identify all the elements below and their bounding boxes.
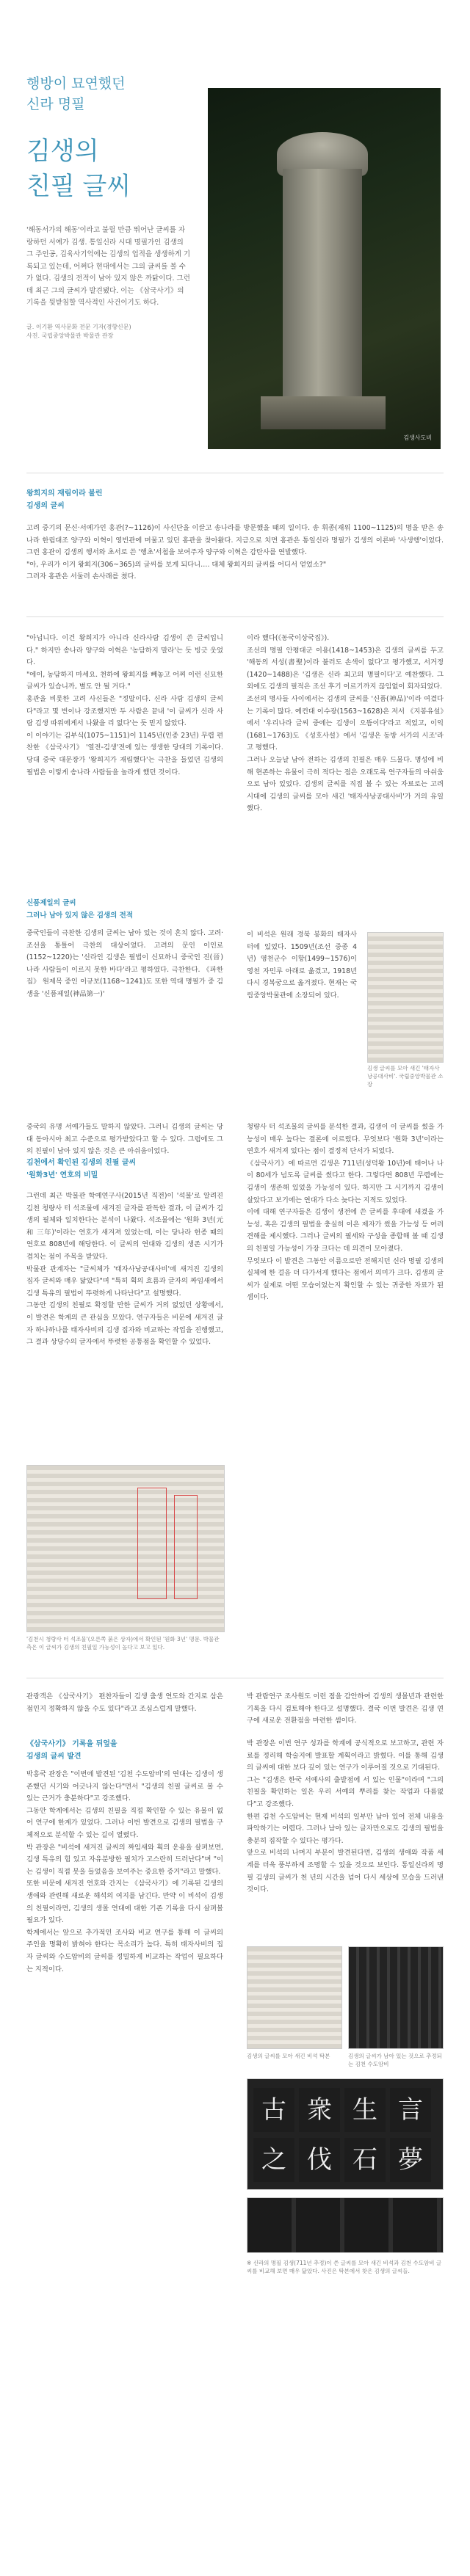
section3-intro-left: 관광객은 《삼국사기》 편찬자들이 김생 출생 연도와 간지로 삼은 점인지 정확하지 않을 수도 있다"라고 조심스럽게 말했다. xyxy=(26,1692,223,1713)
credit-line2: 사진. 국립중앙박물관 박물관 관장 xyxy=(26,332,114,339)
section2-figure-caption: '김천시 청량사 터 석조물'(오른쪽 붉은 상자)에서 확인된 '원화 3년' 명문. 박물관 측은 이 글씨가 김생의 친필일 가능성이 높다고 보고 있다. xyxy=(26,1636,220,1651)
glyph-2: 生 xyxy=(344,2088,386,2132)
stele-caption: 김생 글씨를 모아 새긴 '태자사낭공대사비'. 국립중앙박물관 소장 xyxy=(367,1065,444,1088)
glyph-3: 言 xyxy=(390,2088,431,2132)
section1-left-col-1: "아닙니다. 이건 왕희지가 아니라 신라사람 김생이 쓴 글씨입니다." 하지만 송나라 양구와 이혁은 '농담하지 말라'는 듯 빙긋 웃었다. "에이, 농담하지 마세요. 천하에 왕희지를 빼놓고 어찌 이런 신묘한 글씨가 있습니까, 별도 안 될 거다." 홍관을 비롯한 고려 사신들은 "정말이다. 신라 사람 김생의 글씨다"라고 몇 번이나 강조했지만 두 사람은 끝내 '이 글씨가 신라 사람 김생 따위에게서 나왔을 리 없다'는 듯 믿지 않았다. 이 이야기는 김부식(1075~1151)이 1145년(인종 23년) 무렵 편찬한 《삼국사기》 '열전-김생'전에 있는 생생한 당대의 기록이다. 당대 중국 대문장가 '왕희지가 재림했다'는 극찬을 들었던 김생의 필법은 이렇게 송나라 사람들을 놀라게 했던 것이다. xyxy=(26,634,223,776)
kicker-line1: 행방이 묘연했던 xyxy=(26,76,126,92)
comparison-image-top xyxy=(247,2078,444,2190)
section1-left-col-2: 중국인들이 극찬한 김생의 글씨는 남아 있는 것이 흔치 않다. 고려·조선을 통틀어 극찬의 대상이었다. 고려의 문인 이인로(1152~1220)는 '신라인 김생은 필법이 신묘하니 중국인 진(晉)나라 사람들이 이르지 못한 바다'라고 평하였다. 극찬한다. 《파한집》 원제목 중인 이규보(1168~1241)도 또한 역대 명필가 중 김생을 '신품제일(神品第一)' xyxy=(26,929,223,998)
rubbing-photo-1 xyxy=(247,1946,342,2049)
section1-intro: 고려 중기의 문신·서예가인 홍관(?~1126)이 사신단을 이끌고 송나라를 방문했을 때의 일이다. 송 휘종(재위 1100~1125)의 명을 받은 송나라 한림대조 양구와 이혁이 영빈관에 머물고 있던 홍관을 찾아왔다. 지금으로 치면 홍관은 통일신라 명필가 김생의 이른바 '사생행'이었다. 그런 홍관이 김생의 행서와 초서로 쓴 '행초'서첩을 보여주자 양구와 이혁은 감탄사를 연발했다. "아, 우리가 이거 왕희지(306~365)의 글씨를 보게 되다니…. 대체 왕희지의 글씨를 어디서 얻었소?" 그러자 홍관은 서둘러 손사래를 쳤다. xyxy=(26,524,444,581)
hero-photo-caption: 김생사도비 xyxy=(403,434,432,441)
kicker-line2: 신라 명필 xyxy=(26,96,85,112)
hero-title xyxy=(26,134,192,204)
section1-subheading-line1: 신품제일의 글씨 xyxy=(26,899,76,907)
section2-right-col: 청량사 터 석조물의 글씨를 분석한 결과, 김생이 이 글씨를 썼을 가능성이 매우 높다는 결론에 이르렀다. 무엇보다 '원화 3년'이라는 연호가 새겨져 있다는 점이 결정적 단서가 되었다. 《삼국사기》에 따르면 김생은 711년(성덕왕 10년)에 태어나 나이 80세가 넘도록 글씨를 썼다고 한다. 그렇다면 808년 무렵에는 김생이 생존해 있었을 가능성이 있다. 하지만 그 시기까지 김생이 살았다고 보기에는 연대가 다소 늦다는 지적도 있었다. 이에 대해 연구자들은 김생이 생전에 쓴 글씨를 후대에 새겼을 가능성, 혹은 김생의 필법을 충실히 이은 제자가 썼을 가능성 등 여러 견해를 제시했다. 그러나 글씨의 필세와 구성을 종합해 볼 때 김생의 친필일 가능성이 가장 크다는 데 의견이 모아졌다. 무엇보다 이 발견은 그동안 이름으로만 전해지던 신라 명필 김생의 실체에 한 걸음 더 다가서게 했다는 점에서 의미가 크다. 김생의 글씨가 실제로 어떤 모습이었는지 확인할 수 있는 귀중한 자료가 된 셈이다. xyxy=(247,1123,444,1302)
glyph-0: 古 xyxy=(253,2088,294,2132)
stele-body xyxy=(283,169,362,404)
comparison-image-bottom xyxy=(247,2197,444,2253)
section3-left-col: 박흥국 관장은 "이번에 발견된 '김천 수도암비'의 연대는 김생이 생존했던 시기와 어긋나지 않는다"면서 "김생의 친필 글씨로 볼 수 있는 근거가 충분하다"고 강조했다. 그동안 학계에서는 김생의 친필을 직접 확인할 수 있는 유물이 없어 연구에 한계가 있었다. 그러나 이번 발견으로 김생의 필법을 구체적으로 분석할 수 있는 길이 열렸다. 박 관장은 "비석에 새겨진 글씨의 짜임새와 획의 운용을 살펴보면, 김생 특유의 힘 있고 자유분방한 필치가 고스란히 드러난다"며 "이는 김생이 직접 붓을 들었음을 보여주는 중요한 증거"라고 말했다. 또한 비문에 새겨진 연호와 간지는 《삼국사기》에 기록된 김생의 생애와 관련해 새로운 해석의 여지를 남긴다. 만약 이 비석이 김생의 친필이라면, 김생의 생몰 연대에 대한 기존 기록을 다시 살펴볼 필요가 있다. 학계에서는 앞으로 추가적인 조사와 비교 연구를 통해 이 글씨의 주인을 명확히 밝혀야 한다는 목소리가 높다. 특히 태자사비의 집자 글씨와 수도암비의 글씨를 정밀하게 비교하는 작업이 필요하다는 지적이다. xyxy=(26,1770,223,1973)
section3-intro-right: 박 관람연구 조사원도 이런 점을 감안하여 김생의 생몰년과 관련한 기록을 다시 검토해야 한다고 설명했다. 결국 이번 발견은 김생 연구에 새로운 전환점을 마련한 셈이다. xyxy=(247,1692,444,1725)
section1-heading-line1: 왕희지의 재림이라 불린 xyxy=(26,490,103,498)
figure2-caption: 김생의 글씨가 남아 있는 것으로 추정되는 김천 수도암비 xyxy=(348,2053,442,2067)
glyph-row-bottom xyxy=(253,2138,431,2182)
section2-heading-line1: 김천에서 확인된 김생의 친필 글씨 xyxy=(26,1159,137,1167)
section3-heading-line1: 《삼국사기》 기록을 뒤엎을 xyxy=(26,1740,118,1748)
section2-heading xyxy=(26,1157,136,1182)
rubbing-photo-2 xyxy=(348,1946,444,2049)
section1-transition: 중국의 유명 서예가들도 말하지 않았다. 그러니 김생의 글씨는 당대 동아시아 최고 수준으로 평가받았다고 할 수 있다. 그럼에도 그의 친필이 남아 있지 않은 것은 큰 아쉬움이었다. xyxy=(26,1123,223,1156)
section2-heading-line2: '원화3년' 연호의 비밀 xyxy=(26,1171,98,1179)
divider xyxy=(26,616,444,617)
glyph-4: 之 xyxy=(253,2138,294,2182)
section1-subheading-line2: 그러나 남아 있지 않은 김생의 전적 xyxy=(26,912,134,920)
hero-title-line1: 김생의 xyxy=(26,137,99,166)
bottom-caption: ※ 신라의 명필 김생(711년 추정)이 쓴 글씨를 모아 새긴 비석과 김천 수도암비 글씨를 비교해 보면 매우 닮았다. 사진은 탁본에서 찾은 김생의 글씨들. xyxy=(247,2260,442,2274)
glyph-6: 石 xyxy=(344,2138,386,2182)
hero-lead: '해동서가의 해동'이라고 불릴 만큼 뛰어난 글씨를 자랑하던 서예가 김생. 통일신라 시대 명필가인 김생의 그 주인공, 김육사기억에는 김생의 업적을 생생하게 기록되고 있는데, 어쩌다 현대에서는 그의 글씨를 볼 수가 없다. 김생의 전적이 남아 있지 않은 까닭이다. 그런데 최근 그의 글씨가 발견됐다. 이는 《삼국사기》의 기록을 뒷받침할 역사적인 사건이기도 하다. xyxy=(26,226,191,307)
section1-heading xyxy=(26,487,103,512)
glyph-row-top xyxy=(253,2088,431,2132)
section3-heading-line2: 김생의 글씨 발견 xyxy=(26,1753,82,1761)
section2-left-col: 그런데 최근 박물관 학예연구사(2015년 직전)이 '석불'로 알려진 김천 청량사 터 석조물에 새겨진 글자를 판독한 결과, 이 글씨가 김생의 필체와 일치한다는 분석이 나왔다. 석조물에는 '원화 3년(元和 三年)'이라는 연호가 새겨져 있었는데, 이는 당나라 헌종 때의 연호로 808년에 해당한다. 이 글씨의 연대와 김생의 생존 시기가 겹치는 점이 주목을 받았다. 박물관 관계자는 "글씨체가 '태자사낭공대사비'에 새겨진 김생의 집자 글씨와 매우 닮았다"며 "특히 획의 흐름과 글자의 짜임새에서 김생 특유의 필법이 뚜렷하게 나타난다"고 설명했다. 그동안 김생의 친필로 확정할 만한 글씨가 거의 없었던 상황에서, 이 발견은 학계의 큰 관심을 모았다. 연구자들은 비문에 새겨진 글자 하나하나를 태자사비의 김생 집자와 비교하는 작업을 진행했고, 그 결과 상당수의 글자에서 뚜렷한 공통점을 확인할 수 있었다. xyxy=(26,1192,223,1347)
inscription-rubbing-image xyxy=(26,1465,225,1632)
highlight-box xyxy=(174,1495,198,1599)
section3-right-col: 박 관장은 이번 연구 성과를 학계에 공식적으로 보고하고, 관련 자료를 정리해 학술지에 발표할 계획이라고 밝혔다. 이를 통해 김생의 글씨에 대한 보다 깊이 있는 연구가 이루어질 것으로 기대된다. 그는 "김생은 한국 서예사의 출발점에 서 있는 인물"이라며 "그의 친필을 확인하는 일은 우리 서예의 뿌리를 찾는 작업과 다름없다"고 강조했다. 한편 김천 수도암비는 현재 비석의 일부만 남아 있어 전체 내용을 파악하기는 어렵다. 그러나 남아 있는 글자만으로도 김생의 필법을 충분히 짐작할 수 있다는 평가다. 앞으로 비석의 나머지 부분이 발견된다면, 김생의 생애와 작품 세계를 더욱 풍부하게 조명할 수 있을 것으로 보인다. 통일신라의 명필 김생의 글씨가 천 년의 시간을 넘어 다시 세상에 모습을 드러낸 것이다. xyxy=(247,1739,444,1894)
section1-subheading xyxy=(26,897,133,922)
highlight-box xyxy=(137,1488,167,1599)
credit-line1: 글. 이기환 역사문화 전문 기자(경향신문) xyxy=(26,323,131,330)
section1-right-col-1: 이라 했다(《동국이상국집》). 조선의 명필 안평대군 이용(1418~1453)은 김생의 글씨를 두고 '해동의 서성(書聖)이라 불러도 손색이 없다'고 평가했고, 서거정(1420~1488)은 '김생은 신라 최고의 명필이다'고 예찬했다. 그 외에도 김생의 필적은 조선 후기 이르기까지 끊임없이 회자되었다. 조선의 명사들 사이에서는 김생의 글씨를 '신품(神品)'이라 여겼다는 기록이 많다. 예컨대 이수광(1563~1628)은 저서 《지봉유설》에서 '우리나라 글씨 중에는 김생이 으뜸이다'라고 적었고, 이익(1681~1763)도 《성호사설》에서 '김생은 동방 서가의 시조'라고 평했다. 그러나 오늘날 남아 전하는 김생의 친필은 매우 드물다. 명성에 비해 현존하는 유물이 극히 적다는 점은 오래도록 연구자들의 아쉬움으로 남아 있었다. 김생의 글씨를 직접 볼 수 있는 자료로는 고려 시대에 김생의 글씨를 모아 새긴 '태자사낭공대사비'가 거의 유일했다. xyxy=(247,634,444,813)
section3-heading xyxy=(26,1738,118,1763)
section1-right-col-2: 이 비석은 원래 경북 봉화의 태자사 터에 있었다. 1509년(조선 중종 4년) 영천군수 이항(1499~1576)이 영천 자민루 아래로 옮겼고, 1918년 다시 경복궁으로 옮겨졌다. 현재는 국립중앙박물관에 소장되어 있다. xyxy=(247,931,357,1000)
section1-heading-line2: 김생의 글씨 xyxy=(26,502,65,510)
hero-text xyxy=(26,73,192,341)
hero-title-line2: 친필 글씨 xyxy=(26,172,131,201)
figure1-caption: 김생의 글씨를 모아 새긴 비석 탁본 xyxy=(247,2053,330,2059)
glyph-1: 衆 xyxy=(299,2088,340,2132)
glyph-7: 夢 xyxy=(390,2138,431,2182)
hero-photo-stele xyxy=(208,88,441,449)
stele-base xyxy=(261,396,386,429)
glyph-5: 伐 xyxy=(299,2138,340,2182)
stele-rubbing-image xyxy=(367,932,444,1063)
